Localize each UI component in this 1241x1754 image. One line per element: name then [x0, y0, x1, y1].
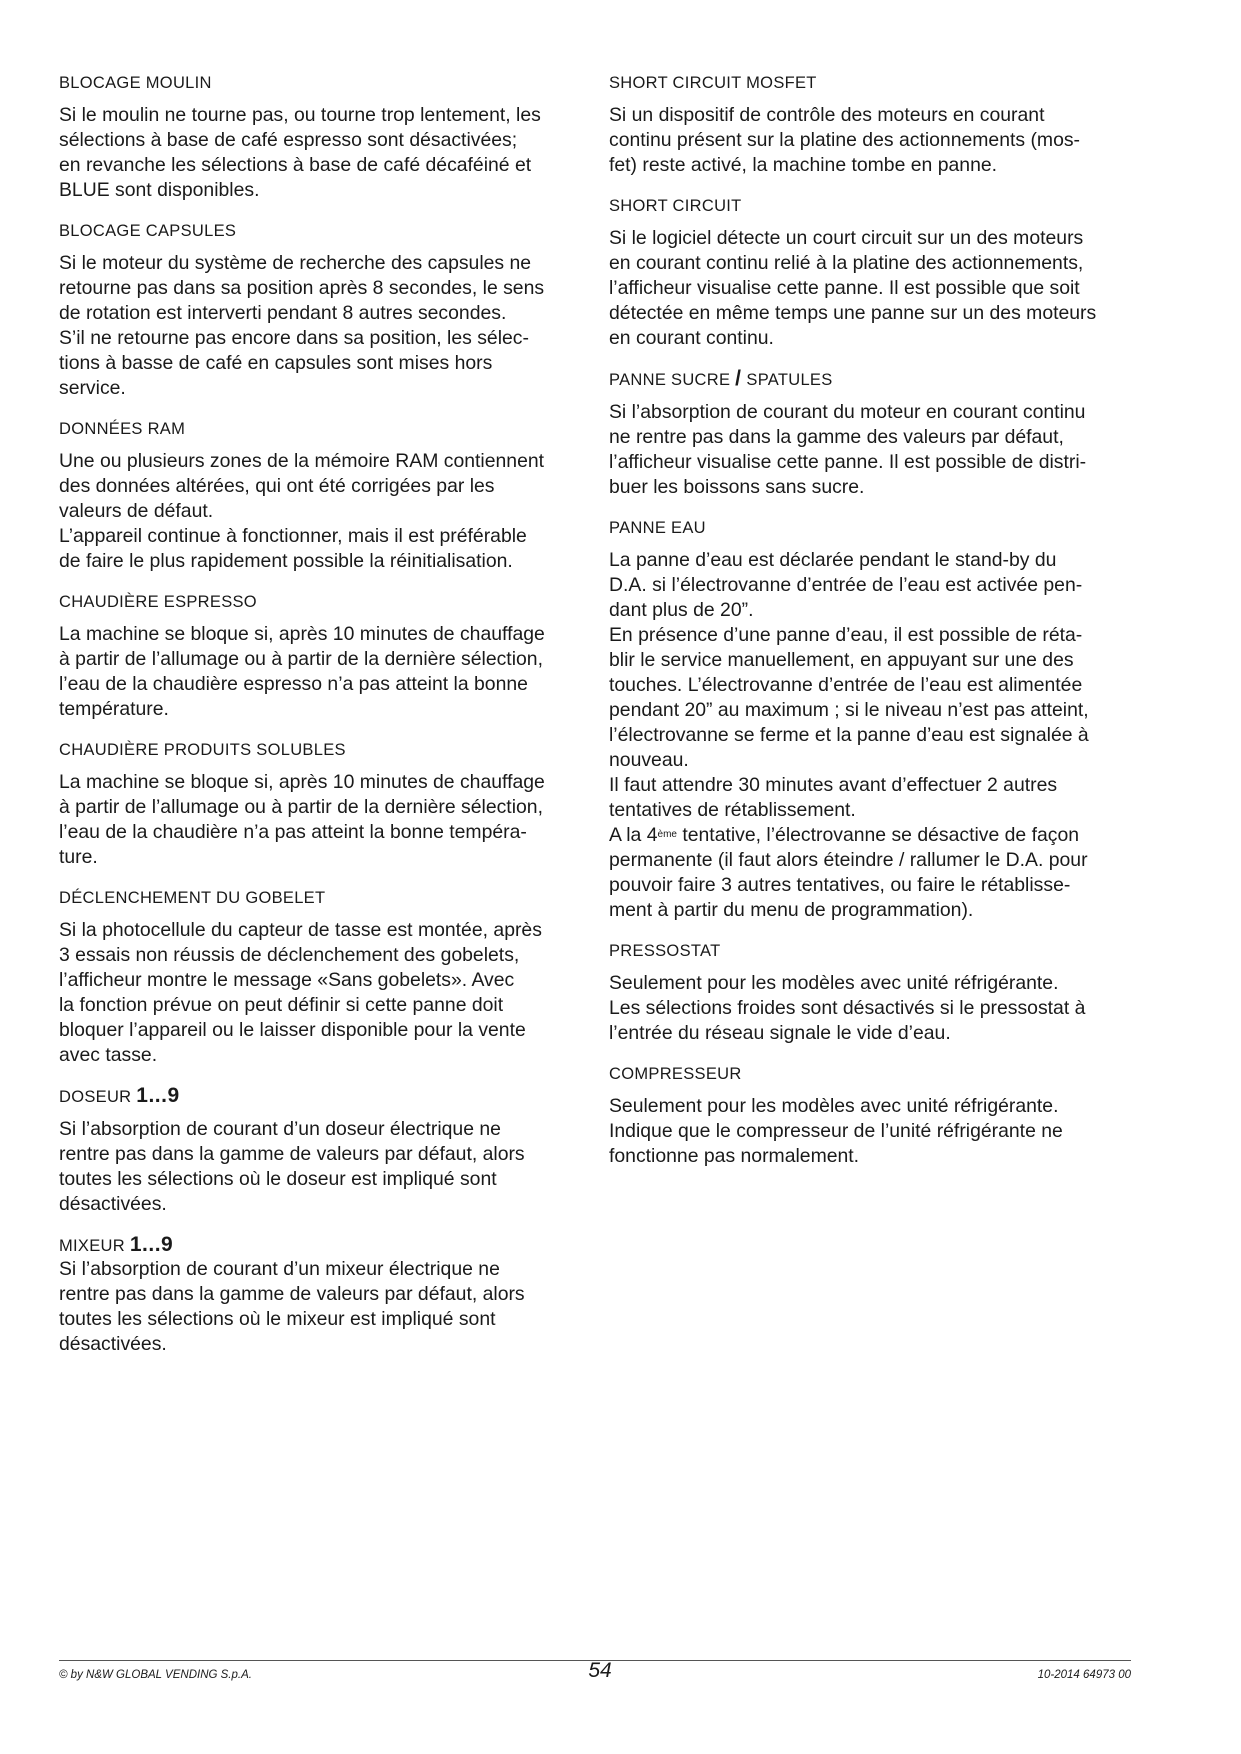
body-line: rentre pas dans la gamme de valeurs par défaut, alors [59, 1143, 525, 1165]
right-column [609, 72, 1127, 1186]
body-line: valeurs de défaut. [59, 500, 214, 522]
body-line: BLUE sont disponibles. [59, 179, 260, 201]
heading-text: PANNE SUCRE [609, 371, 731, 389]
section-short-circuit [609, 195, 1127, 351]
body-line: fonctionne pas normalement. [609, 1145, 860, 1167]
body-line: fet) reste activé, la machine tombe en panne. [609, 154, 998, 176]
section-heading: CHAUDIÈRE PRODUITS SOLUBLES [59, 741, 346, 759]
footer-copyright: © by N&W GLOBAL VENDING S.p.A. [59, 1669, 252, 1681]
body-line [609, 823, 1127, 848]
line-text: tentative, l’électrovanne se désactive de façon [676, 824, 1080, 846]
section-heading [59, 1085, 577, 1108]
body-line: détectée en même temps une panne sur un des moteurs [609, 302, 1097, 324]
section-heading: SHORT CIRCUIT [609, 197, 742, 215]
body-line: Si la photocellule du capteur de tasse est montée, après [59, 919, 542, 941]
heading-range: 1...9 [129, 1233, 174, 1256]
body-line: Indique que le compresseur de l’unité réfrigérante ne [609, 1120, 1063, 1142]
body-line: Si l’absorption de courant d’un mixeur électrique ne [59, 1258, 500, 1280]
body-line: La machine se bloque si, après 10 minutes de chauffage [59, 771, 545, 793]
body-line: en courant continu. [609, 327, 774, 349]
body-line: de faire le plus rapidement possible la réinitialisation. [59, 550, 513, 572]
line-text: A la 4 [609, 824, 658, 846]
section-heading [59, 1234, 577, 1257]
body-line: l’afficheur visualise cette panne. Il est possible de distri- [609, 451, 1087, 473]
section-short-circuit-mosfet [609, 72, 1127, 178]
section-heading: BLOCAGE CAPSULES [59, 222, 237, 240]
body-line: touches. L’électrovanne d’entrée de l’eau est alimentée [609, 674, 1083, 696]
section-body [609, 400, 1127, 500]
body-line: désactivées. [59, 1193, 167, 1215]
section-panne-sucre-spatules [609, 368, 1127, 500]
heading-text: MIXEUR [59, 1237, 125, 1255]
body-line: l’électrovanne se ferme et la panne d’eau est signalée à [609, 724, 1089, 746]
section-chaudiere-espresso [59, 591, 577, 722]
section-heading: SHORT CIRCUIT MOSFET [609, 74, 817, 92]
section-body [59, 1117, 577, 1217]
body-line: buer les boissons sans sucre. [609, 476, 865, 498]
body-line: Les sélections froides sont désactivés si le pressostat à [609, 997, 1086, 1019]
body-line: blir le service manuellement, en appuyant sur une des [609, 649, 1074, 671]
body-line: l’eau de la chaudière n’a pas atteint la bonne tempéra- [59, 821, 527, 843]
body-line: la fonction prévue on peut définir si cette panne doit [59, 994, 504, 1016]
section-declenchement-gobelet [59, 887, 577, 1068]
body-line: La machine se bloque si, après 10 minutes de chauffage [59, 623, 545, 645]
body-line: température. [59, 698, 169, 720]
body-line: Si l’absorption de courant du moteur en courant continu [609, 401, 1086, 423]
body-line: nouveau. [609, 749, 689, 771]
section-body [59, 103, 577, 203]
body-line: de rotation est interverti pendant 8 autres secondes. [59, 302, 507, 324]
body-line: désactivées. [59, 1333, 167, 1355]
body-line: Si le moteur du système de recherche des capsules ne [59, 252, 532, 274]
section-heading: PRESSOSTAT [609, 942, 721, 960]
section-heading: CHAUDIÈRE ESPRESSO [59, 593, 257, 611]
section-body [609, 103, 1127, 178]
section-body [59, 918, 577, 1068]
section-heading: COMPRESSEUR [609, 1065, 742, 1083]
body-line: D.A. si l’électrovanne d’entrée de l’eau est activée pen- [609, 574, 1083, 596]
section-pressostat [609, 940, 1127, 1046]
section-heading [609, 368, 1127, 391]
section-heading: DONNÉES RAM [59, 420, 186, 438]
body-line: l’entrée du réseau signale le vide d’eau. [609, 1022, 951, 1044]
body-line: 3 essais non réussis de déclenchement des gobelets, [59, 944, 520, 966]
section-body [609, 971, 1127, 1046]
body-line: Si un dispositif de contrôle des moteurs en courant [609, 104, 1045, 126]
page-number: 54 [588, 1659, 612, 1682]
body-line: tentatives de rétablissement. [609, 799, 856, 821]
section-body [59, 770, 577, 870]
body-line: en courant continu relié à la platine des actionnements, [609, 252, 1084, 274]
heading-separator: / [735, 367, 742, 390]
footer-doc-ref: 10-2014 64973 00 [1037, 1669, 1131, 1681]
body-line: rentre pas dans la gamme de valeurs par défaut, alors [59, 1283, 525, 1305]
section-body [59, 622, 577, 722]
body-line: continu présent sur la platine des actionnements (mos- [609, 129, 1081, 151]
body-line: toutes les sélections où le doseur est impliqué sont [59, 1168, 497, 1190]
body-line: L’appareil continue à fonctionner, mais il est préférable [59, 525, 527, 547]
body-line: service. [59, 377, 126, 399]
body-line: S’il ne retourne pas encore dans sa position, les sélec- [59, 327, 529, 349]
body-line: l’afficheur montre le message «Sans gobelets». Avec [59, 969, 515, 991]
body-line: sélections à base de café espresso sont désactivées; [59, 129, 518, 151]
section-blocage-capsules [59, 220, 577, 401]
heading-range: 1...9 [136, 1084, 180, 1107]
body-line: pendant 20” au maximum ; si le niveau n’est pas atteint, [609, 699, 1089, 721]
section-panne-eau [609, 517, 1127, 923]
body-line: Seulement pour les modèles avec unité réfrigérante. [609, 1095, 1059, 1117]
body-line: des données altérées, qui ont été corrigées par les [59, 475, 495, 497]
body-line: à partir de l’allumage ou à partir de la dernière sélection, [59, 796, 543, 818]
body-line: l’afficheur visualise cette panne. Il est possible que soit [609, 277, 1080, 299]
ordinal-suffix: ème [657, 829, 677, 840]
section-body [609, 226, 1127, 351]
section-compresseur [609, 1063, 1127, 1169]
section-donnees-ram [59, 418, 577, 574]
body-line: l’eau de la chaudière espresso n’a pas atteint la bonne [59, 673, 528, 695]
body-line: permanente (il faut alors éteindre / rallumer le D.A. pour [609, 849, 1088, 871]
body-line: Seulement pour les modèles avec unité réfrigérante. [609, 972, 1059, 994]
body-line: Si l’absorption de courant d’un doseur électrique ne [59, 1118, 501, 1140]
section-heading: BLOCAGE MOULIN [59, 74, 212, 92]
body-line: ment à partir du menu de programmation). [609, 899, 974, 921]
section-blocage-moulin [59, 72, 577, 203]
section-body [609, 548, 1127, 923]
body-line: en revanche les sélections à base de café décaféiné et [59, 154, 532, 176]
body-line: Une ou plusieurs zones de la mémoire RAM contiennent [59, 450, 545, 472]
body-line: En présence d’une panne d’eau, il est possible de réta- [609, 624, 1083, 646]
section-mixeur [59, 1234, 577, 1357]
body-line: Il faut attendre 30 minutes avant d’effectuer 2 autres [609, 774, 1058, 796]
section-body [59, 251, 577, 401]
body-line: Si le moulin ne tourne pas, ou tourne trop lentement, les [59, 104, 541, 126]
body-line: dant plus de 20”. [609, 599, 754, 621]
section-body [59, 1257, 577, 1357]
body-line: ne rentre pas dans la gamme des valeurs par défaut, [609, 426, 1064, 448]
section-heading: DÉCLENCHEMENT DU GOBELET [59, 889, 326, 907]
section-doseur [59, 1085, 577, 1217]
body-line: ture. [59, 846, 98, 868]
section-body [609, 1094, 1127, 1169]
body-line: Si le logiciel détecte un court circuit sur un des moteurs [609, 227, 1084, 249]
body-line: bloquer l’appareil ou le laisser disponible pour la vente [59, 1019, 526, 1041]
body-line: avec tasse. [59, 1044, 158, 1066]
body-line: toutes les sélections où le mixeur est impliqué sont [59, 1308, 496, 1330]
body-line: La panne d’eau est déclarée pendant le stand-by du [609, 549, 1057, 571]
heading-text: DOSEUR [59, 1088, 132, 1106]
body-line: pouvoir faire 3 autres tentatives, ou faire le rétablisse- [609, 874, 1071, 896]
section-body [59, 449, 577, 574]
body-line: à partir de l’allumage ou à partir de la dernière sélection, [59, 648, 543, 670]
section-chaudiere-produits-solubles [59, 739, 577, 870]
body-line: tions à basse de café en capsules sont mises hors [59, 352, 493, 374]
body-line: retourne pas dans sa position après 8 secondes, le sens [59, 277, 545, 299]
section-heading: PANNE EAU [609, 519, 706, 537]
left-column [59, 72, 577, 1374]
heading-text: SPATULES [746, 371, 833, 389]
